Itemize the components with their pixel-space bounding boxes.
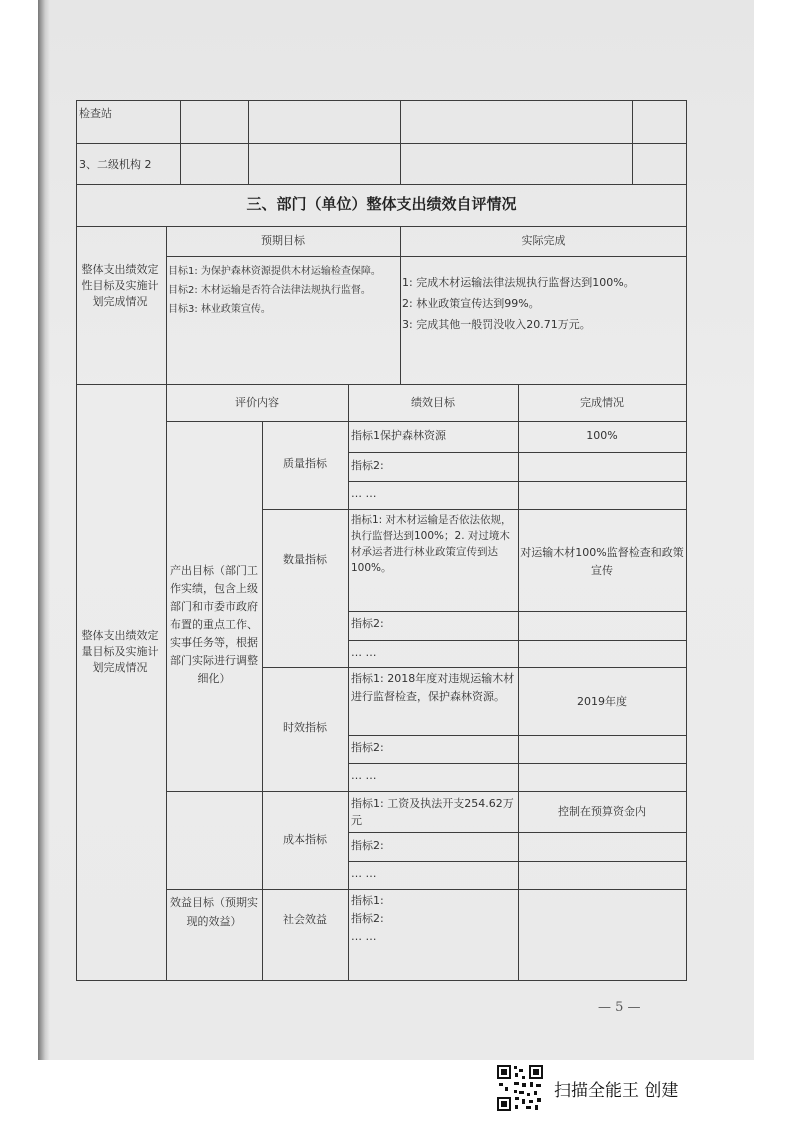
time-completion: 2019年度 <box>577 695 627 708</box>
cost-indicator-1: 指标1: 工资及执法开支254.62万元 <box>351 797 514 827</box>
quality-indicator-label: 质量指标 <box>283 457 327 470</box>
col-expected-goal: 预期目标 <box>261 234 305 247</box>
quality-indicator-2: 指标2: <box>351 459 384 472</box>
time-indicator-label: 时效指标 <box>283 721 327 734</box>
watermark-text: 扫描全能王 创建 <box>554 1081 679 1101</box>
col-evaluation-content: 评价内容 <box>235 396 279 409</box>
cost-indicator-2: 指标2: <box>351 839 384 852</box>
qualitative-row-label: 整体支出绩效定性目标及实施计划完成情况 <box>81 263 159 308</box>
col-performance-target: 绩效目标 <box>411 396 455 409</box>
qr-code-icon <box>496 1064 544 1112</box>
row-label-secondary-agency: 3、二级机构 2 <box>79 158 152 171</box>
cost-completion: 控制在预算资金内 <box>558 805 646 818</box>
cost-indicator-label: 成本指标 <box>283 833 327 846</box>
quantity-indicator-2: 指标2: <box>351 617 384 630</box>
quantity-indicator-more: … … <box>351 646 377 659</box>
col-completion-status: 完成情况 <box>580 396 624 409</box>
col-actual-completion: 实际完成 <box>521 234 566 247</box>
social-indicator-2: 指标2: <box>351 912 384 925</box>
quantity-indicator-1: 指标1: 对木材运输是否依法依规，执行监督达到100%；2. 对过境木材承运者进行林业政策宣传到达100%。 <box>351 514 512 574</box>
quality-completion: 100% <box>586 429 618 442</box>
actual-completion-text: 1: 完成木材运输法律法规执行监督达到100%。 2: 林业政策宣传达到99%。 3: 完成其他一般罚没收入20.71万元。 <box>402 276 635 331</box>
camscanner-watermark <box>496 1064 786 1114</box>
quality-indicator-1: 指标1保护森林资源 <box>351 429 446 442</box>
page-shadow <box>38 0 50 1060</box>
page-number: — 5 — <box>598 1000 641 1015</box>
social-benefit-label: 社会效益 <box>283 913 327 926</box>
quantity-completion: 对运输木材100%监督检查和政策宣传 <box>520 546 684 577</box>
cost-indicator-more: … … <box>351 867 377 880</box>
row-label-checkpoint: 检查站 <box>79 107 112 120</box>
time-indicator-1: 指标1: 2018年度对违规运输木材进行监督检查，保护森林资源。 <box>351 672 515 703</box>
social-indicator-more: … … <box>351 930 377 943</box>
benefit-goal-label: 效益目标（预期实现的效益） <box>170 896 258 928</box>
social-indicator-1: 指标1: <box>351 894 384 907</box>
expected-goals-text: 目标1: 为保护森林资源提供木材运输检查保障。 目标2: 木材运输是否符合法律法规执行监督。 目标3: 林业政策宣传。 <box>168 266 381 315</box>
quantitative-row-label: 整体支出绩效定量目标及实施计划完成情况 <box>81 629 159 674</box>
time-indicator-more: … … <box>351 769 377 782</box>
time-indicator-2: 指标2: <box>351 741 384 754</box>
output-goal-label: 产出目标（部门工作实绩，包含上级部门和市委市政府布置的重点工作、实事任务等，根据部门实际进行调整细化） <box>170 564 258 685</box>
quantity-indicator-label: 数量指标 <box>283 553 327 566</box>
quality-indicator-more: … … <box>351 487 377 500</box>
section-title: 三、部门（单位）整体支出绩效自评情况 <box>246 195 517 213</box>
